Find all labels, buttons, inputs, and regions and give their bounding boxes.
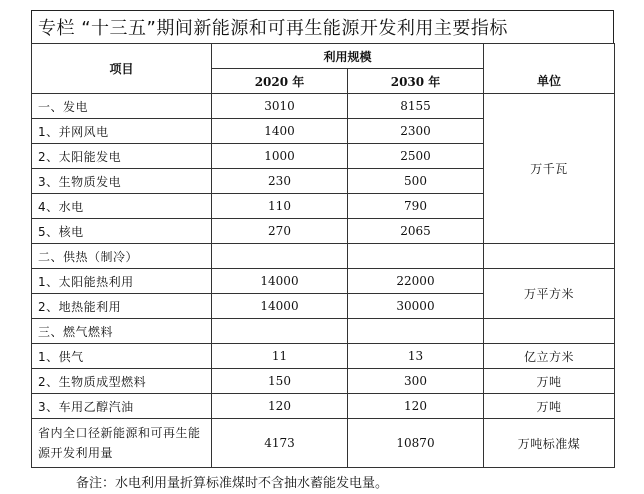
row-item: 4、水电 xyxy=(32,194,212,219)
table-row xyxy=(32,319,615,344)
row-2020: 150 xyxy=(212,369,348,394)
unit-ethanol: 万吨 xyxy=(484,394,615,419)
row-item: 2、生物质成型燃料 xyxy=(32,369,212,394)
header-2030: 2030 年 xyxy=(348,69,484,94)
row-2020: 14000 xyxy=(212,269,348,294)
row-2020 xyxy=(212,319,348,344)
row-2020-total: 4173 xyxy=(212,419,348,468)
row-2030: 790 xyxy=(348,194,484,219)
unit-empty xyxy=(484,319,615,344)
row-item: 2、太阳能发电 xyxy=(32,144,212,169)
row-2030-total: 10870 xyxy=(348,419,484,468)
row-2020: 11 xyxy=(212,344,348,369)
unit-total: 万吨标准煤 xyxy=(484,419,615,468)
row-2020: 120 xyxy=(212,394,348,419)
row-item-total: 省内全口径新能源和可再生能源开发利用量 xyxy=(32,419,212,468)
row-item: 三、燃气燃料 xyxy=(32,319,212,344)
table-row xyxy=(32,344,615,369)
unit-pellet: 万吨 xyxy=(484,369,615,394)
table-row xyxy=(32,394,615,419)
row-2030 xyxy=(348,244,484,269)
row-2020: 1000 xyxy=(212,144,348,169)
row-2030: 30000 xyxy=(348,294,484,319)
row-item: 5、核电 xyxy=(32,219,212,244)
table-row xyxy=(32,269,615,294)
row-2030: 2500 xyxy=(348,144,484,169)
row-2030: 2300 xyxy=(348,119,484,144)
row-2030: 8155 xyxy=(348,94,484,119)
indicator-panel xyxy=(31,10,614,491)
row-item: 1、供气 xyxy=(32,344,212,369)
row-2030: 300 xyxy=(348,369,484,394)
row-2020 xyxy=(212,244,348,269)
row-2020: 14000 xyxy=(212,294,348,319)
row-2030: 500 xyxy=(348,169,484,194)
table-row xyxy=(32,94,615,119)
row-item: 1、太阳能热利用 xyxy=(32,269,212,294)
header-unit: 单位 xyxy=(484,69,615,94)
row-2020: 270 xyxy=(212,219,348,244)
header-item: 项目 xyxy=(32,44,212,94)
table-row-total xyxy=(32,419,615,468)
row-item: 2、地热能利用 xyxy=(32,294,212,319)
row-2030: 120 xyxy=(348,394,484,419)
unit-heat: 万平方米 xyxy=(484,269,615,319)
row-item: 3、车用乙醇汽油 xyxy=(32,394,212,419)
row-item: 3、生物质发电 xyxy=(32,169,212,194)
indicator-table xyxy=(31,43,615,468)
header-2020: 2020 年 xyxy=(212,69,348,94)
table-row xyxy=(32,244,615,269)
row-2030: 22000 xyxy=(348,269,484,294)
table-title: 专栏 “十三五”期间新能源和可再生能源开发利用主要指标 xyxy=(31,10,614,43)
table-row xyxy=(32,369,615,394)
footnote: 备注：水电利用量折算标准煤时不含抽水蓄能发电量。 xyxy=(76,476,389,491)
row-2020: 1400 xyxy=(212,119,348,144)
header-blank xyxy=(484,44,615,69)
row-item: 二、供热（制冷） xyxy=(32,244,212,269)
row-2030 xyxy=(348,319,484,344)
row-item: 1、并网风电 xyxy=(32,119,212,144)
row-2020: 3010 xyxy=(212,94,348,119)
unit-gas: 亿立方米 xyxy=(484,344,615,369)
row-2030: 2065 xyxy=(348,219,484,244)
row-item: 一、发电 xyxy=(32,94,212,119)
row-2030: 13 xyxy=(348,344,484,369)
unit-empty xyxy=(484,244,615,269)
unit-power: 万千瓦 xyxy=(484,94,615,244)
header-scale: 利用规模 xyxy=(212,44,484,69)
row-2020: 230 xyxy=(212,169,348,194)
row-2020: 110 xyxy=(212,194,348,219)
header-row-1 xyxy=(32,44,615,69)
